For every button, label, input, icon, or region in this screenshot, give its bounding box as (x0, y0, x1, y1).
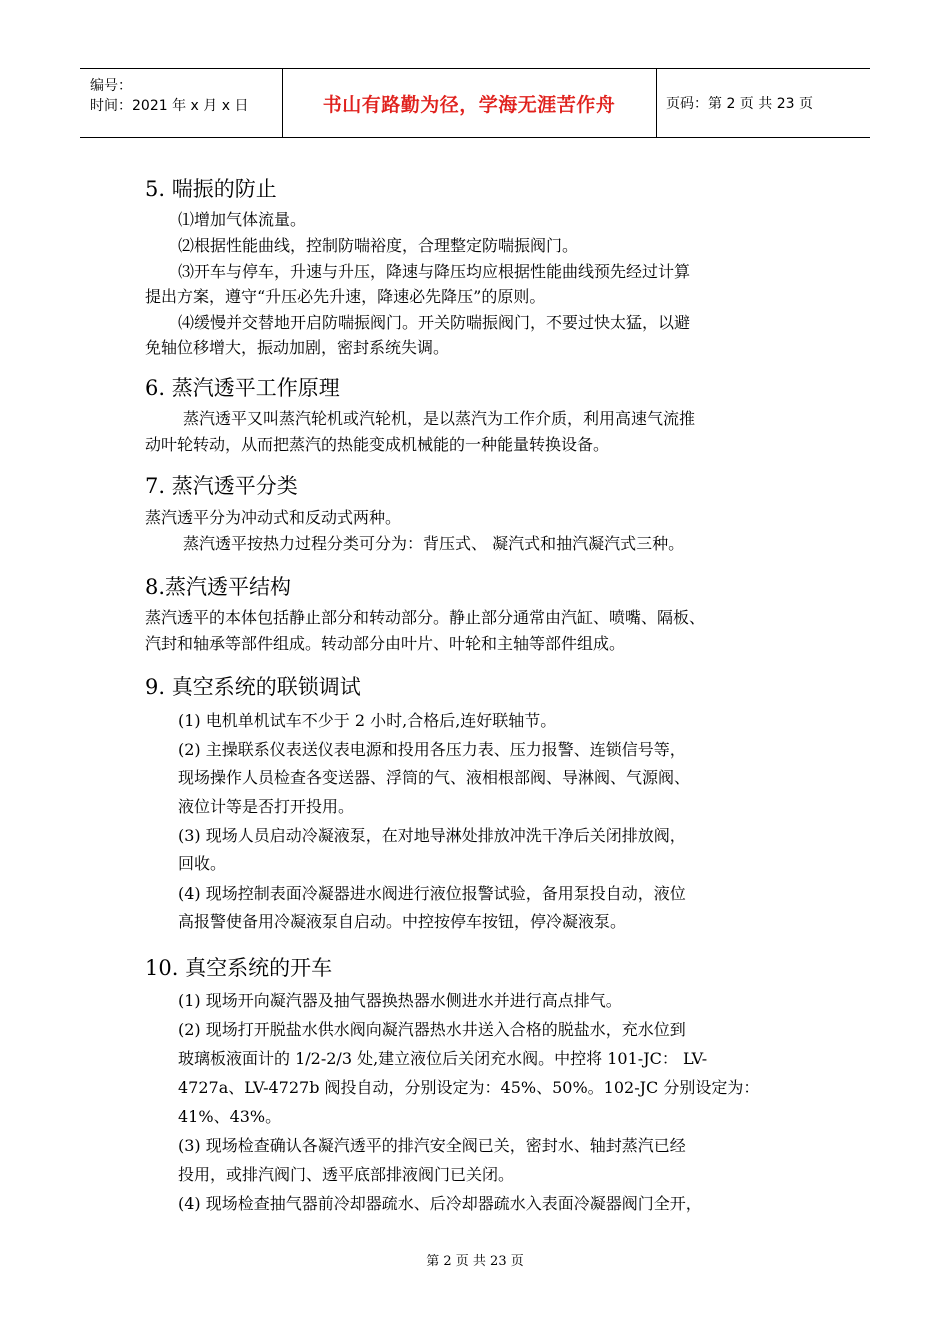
paragraph-line: 蒸汽透平的本体包括静止部分和转动部分。静止部分通常由汽缸、喷嘴、隔板、 (145, 608, 706, 627)
paragraph-line: 4727a、LV-4727b 阀投自动，分别设定为：45%、50%。102-JC 分别设定为： (178, 1078, 760, 1097)
section-heading-6: 6. 蒸汽透平工作原理 (145, 376, 340, 400)
document-number-label: 编号： (90, 78, 132, 94)
paragraph-line: (2) 主操联系仪表送仪表电源和投用各压力表、压力报警、连锁信号等， (178, 740, 686, 759)
paragraph-line: ⑵根据性能曲线，控制防喘裕度，合理整定防喘振阀门。 (178, 236, 579, 255)
paragraph-line: 蒸汽透平按热力过程分类可分为：背压式、 凝汽式和抽汽凝汽式三种。 (183, 534, 685, 553)
section-heading-10: 10. 真空系统的开车 (145, 956, 333, 980)
paragraph-line: 免轴位移增大，振动加剧，密封系统失调。 (145, 338, 450, 357)
paragraph-line: ⑷缓慢并交替地开启防喘振阀门。开关防喘振阀门，不要过快太猛，以避 (178, 313, 691, 332)
paragraph-line: 汽封和轴承等部件组成。转动部分由叶片、叶轮和主轴等部件组成。 (145, 634, 626, 653)
paragraph-line: (2) 现场打开脱盐水供水阀向凝汽器热水井送入合格的脱盐水，充水位到 (178, 1020, 686, 1039)
section-heading-8: 8.蒸汽透平结构 (145, 575, 292, 599)
paragraph-line: 现场操作人员检查各变送器、浮筒的气、液相根部阀、导淋阀、气源阀、 (178, 768, 691, 787)
paragraph-line: 41%、43%。 (178, 1107, 282, 1126)
paragraph-line: (4) 现场检查抽气器前冷却器疏水、后冷却器疏水入表面冷凝器阀门全开， (178, 1194, 702, 1213)
paragraph-line: 蒸汽透平分为冲动式和反动式两种。 (145, 508, 402, 527)
paragraph-line: (4) 现场控制表面冷凝器进水阀进行液位报警试验，备用泵投自动，液位 (178, 884, 686, 903)
paragraph-line: 动叶轮转动，从而把蒸汽的热能变成机械能的一种能量转换设备。 (145, 435, 610, 454)
paragraph-line: 投用，或排汽阀门、透平底部排液阀门已关闭。 (178, 1165, 515, 1184)
paragraph-line: 液位计等是否打开投用。 (178, 797, 355, 816)
page-header (80, 68, 870, 138)
paragraph-line: (1) 电机单机试车不少于 2 小时,合格后,连好联轴节。 (178, 711, 557, 730)
paragraph-line: (1) 现场开向凝汽器及抽气器换热器水侧进水并进行高点排气。 (178, 991, 622, 1010)
document-time-label: 时间：2021 年 x 月 x 日 (90, 98, 249, 114)
paragraph-line: (3) 现场检查确认各凝汽透平的排汽安全阀已关，密封水、轴封蒸汽已经 (178, 1136, 686, 1155)
paragraph-line: ⑴增加气体流量。 (178, 210, 307, 229)
section-heading-9: 9. 真空系统的联锁调试 (145, 675, 361, 699)
header-page-number: 页码：第 2 页 共 23 页 (666, 96, 813, 112)
section-heading-5: 5. 喘振的防止 (145, 177, 277, 201)
section-heading-7: 7. 蒸汽透平分类 (145, 474, 298, 498)
paragraph-line: 高报警使备用冷凝液泵自启动。中控按停车按钮，停冷凝液泵。 (178, 912, 627, 931)
header-left-cell (80, 69, 283, 137)
paragraph-line: 玻璃板液面计的 1/2-2/3 处,建立液位后关闭充水阀。中控将 101-JC： LV- (178, 1049, 708, 1068)
paragraph-line: 蒸汽透平又叫蒸汽轮机或汽轮机，是以蒸汽为工作介质，利用高速气流推 (183, 409, 696, 428)
paragraph-line: ⑶开车与停车，升速与升压，降速与降压均应根据性能曲线预先经过计算 (178, 262, 691, 281)
paragraph-line: 提出方案，遵守“升压必先升速，降速必先降压”的原则。 (145, 287, 546, 306)
paragraph-line: 回收。 (178, 854, 227, 873)
page-footer: 第 2 页 共 23 页 (426, 1254, 524, 1269)
paragraph-line: (3) 现场人员启动冷凝液泵，在对地导淋处排放冲洗干净后关闭排放阀， (178, 826, 686, 845)
header-motto: 书山有路勤为径，学海无涯苦作舟 (282, 69, 657, 137)
